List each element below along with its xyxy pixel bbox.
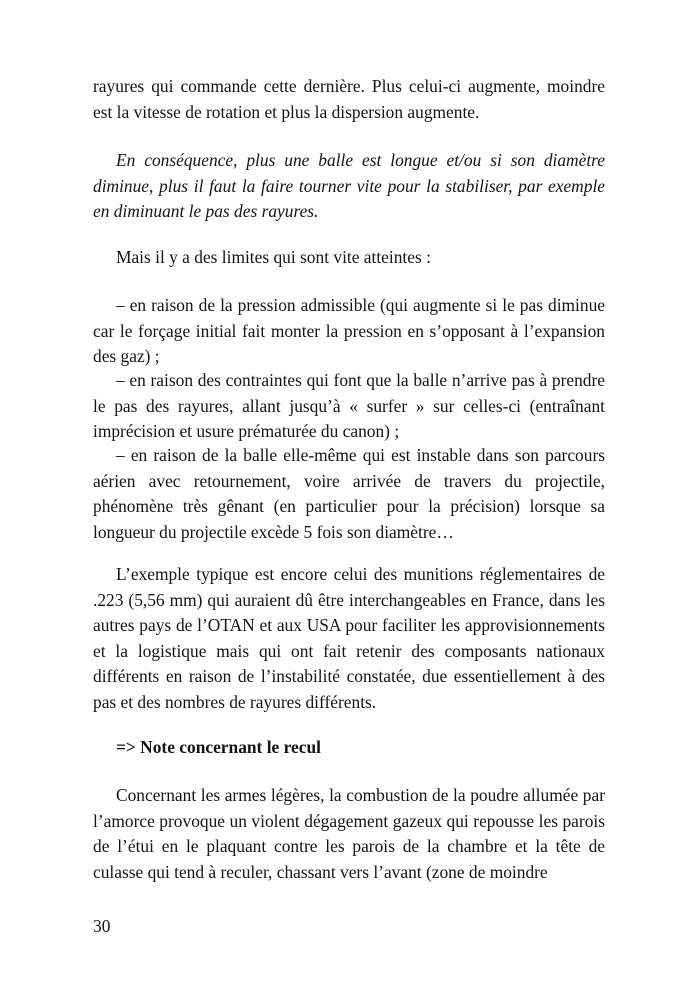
section-heading-recoil: => Note concernant le recul xyxy=(116,737,321,757)
list-item-constraints: – en raison des contraintes qui font que la balle n’arrive pas à prendre le pas des rayures, allant jusqu’à « surfer » sur celles-ci (entraînant imprécision et usure prématurée du canon) ; xyxy=(93,370,605,441)
paragraph-consequence: En conséquence, plus une balle est longue et/ou si son diamètre diminue, plus il faut la faire tourner vite pour la stabiliser, par exemple en diminuant le pas des rayures. xyxy=(93,150,605,221)
page-number: 30 xyxy=(93,916,111,936)
paragraph-recoil: Concernant les armes légères, la combustion de la poudre allumée par l’amorce provoque un violent dégagement gazeux qui repousse les parois de l’étui en le plaquant contre les parois de la chambre et la tête de culasse qui tend à reculer, chassant vers l’avant (zone de moindre xyxy=(93,785,605,882)
list-item-pressure: – en raison de la pression admissible (qui augmente si le pas diminue car le forçage initial fait monter la pression en s’opposant à l’expansion des gaz) ; xyxy=(93,295,605,366)
paragraph-limits-intro: Mais il y a des limites qui sont vite atteintes : xyxy=(116,247,431,267)
paragraph-typical-example: L’exemple typique est encore celui des munitions réglementaires de .223 (5,56 mm) qui auraient dû être interchangeables en France, dans les autres pays de l’OTAN et aux USA pour faciliter les approvisionnements et la logistique mais qui ont fait retenir des composants nationaux différents en raison de l’instabilité constatée, due essentiellement à des pas et des nombres de rayures différents. xyxy=(93,564,605,712)
paragraph-continuation: rayures qui commande cette dernière. Plus celui-ci augmente, moindre est la vitesse de rotation et plus la dispersion augmente. xyxy=(93,76,605,122)
list-item-bullet-instability: – en raison de la balle elle-même qui est instable dans son parcours aérien avec retournement, voire arrivée de travers du projectile, phénomène très gênant (en particulier pour la précision) lorsque sa longueur du projectile excède 5 fois son diamètre… xyxy=(93,445,605,542)
